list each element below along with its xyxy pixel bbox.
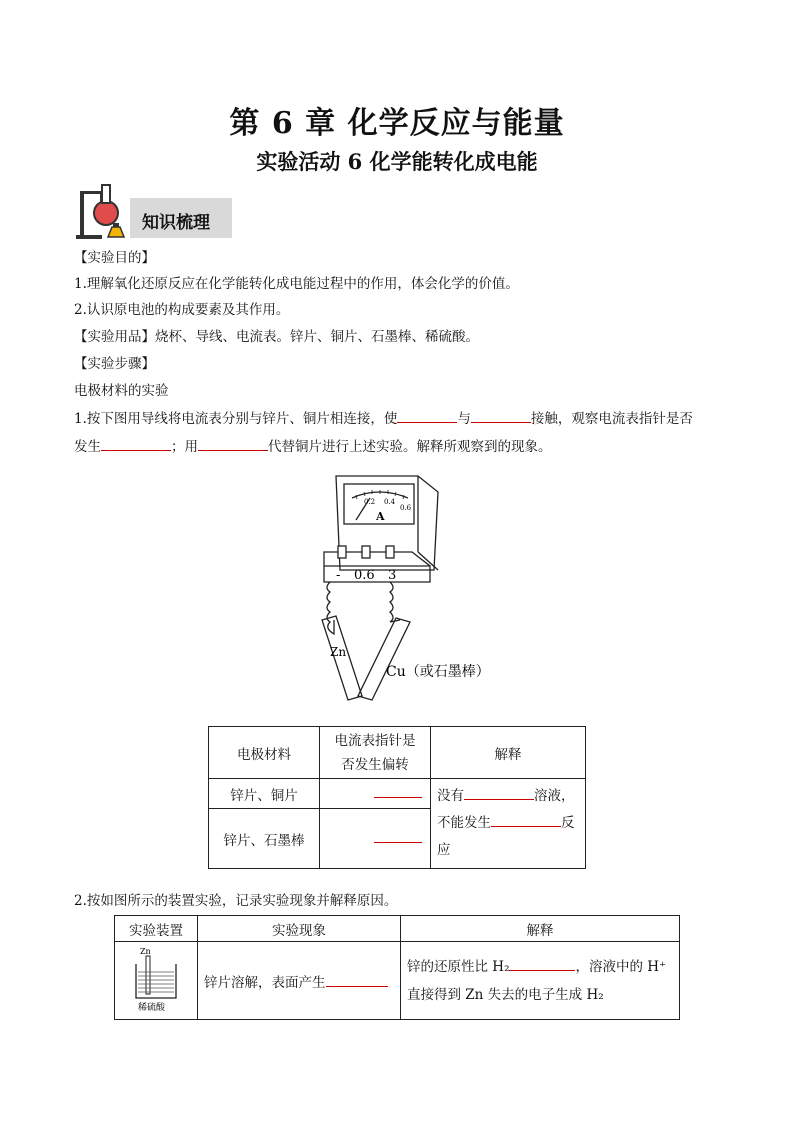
svg-text:Zn: Zn xyxy=(140,946,151,956)
cu-label: Cu（或石墨棒） xyxy=(386,664,490,680)
table-cell xyxy=(320,779,431,809)
ammeter-diagram xyxy=(300,470,520,710)
table-cell: 锌片溶解，表面产生 xyxy=(198,942,401,1020)
blank[interactable] xyxy=(491,825,561,827)
table-header: 解释 xyxy=(401,916,680,942)
purpose-2: 2.认识原电池的构成要素及其作用。 xyxy=(74,302,290,318)
table-cell: 锌片、铜片 xyxy=(209,779,320,809)
electrode-heading: 电极材料的实验 xyxy=(74,383,169,399)
blank[interactable] xyxy=(509,969,575,971)
blank[interactable] xyxy=(101,449,171,451)
beaker-diagram xyxy=(126,944,186,1014)
scale-label: 0.2 xyxy=(364,498,376,506)
table-cell xyxy=(320,809,431,869)
zinc-acid-table xyxy=(114,915,680,1020)
scale-label: 0.6 xyxy=(400,504,412,512)
blank[interactable] xyxy=(374,796,422,798)
table-header: 电极材料 xyxy=(209,727,320,779)
terminal-label: 3 xyxy=(388,568,397,583)
section-label-box xyxy=(130,198,232,238)
section-label: 知识梳理 xyxy=(142,213,210,233)
table-cell-explanation: 没有 溶液， 不能发生 反 应 xyxy=(431,779,586,869)
table-cell-device xyxy=(115,942,198,1020)
blank[interactable] xyxy=(471,421,531,423)
table-cell-explanation: 锌的还原性比 H₂ ，溶液中的 H⁺ 直接得到 Zn 失去的电子生成 H₂ xyxy=(401,942,680,1020)
materials: 【实验用品】烧杯、导线、电流表。锌片、铜片、石墨棒、稀硫酸。 xyxy=(74,329,479,345)
lab-apparatus-icon xyxy=(74,183,134,241)
blank[interactable] xyxy=(374,841,422,843)
steps-heading: 【实验步骤】 xyxy=(74,356,155,372)
table-header: 实验现象 xyxy=(198,916,401,942)
electrode-table xyxy=(208,726,586,869)
purpose-heading: 【实验目的】 xyxy=(74,250,155,266)
page-subtitle: 实验活动 6 化学能转化成电能 xyxy=(256,149,538,174)
step1-line2: 发生 ；用 代替铜片进行上述实验。解释所观察到的现象。 xyxy=(74,439,552,455)
table-header: 电流表指针是 否发生偏转 xyxy=(320,727,431,779)
step2: 2.按如图所示的装置实验，记录实验现象并解释原因。 xyxy=(74,893,398,909)
blank[interactable] xyxy=(464,798,534,800)
zn-label: Zn xyxy=(330,645,347,659)
blank[interactable] xyxy=(198,449,268,451)
page-title: 第 6 章 化学反应与能量 xyxy=(229,106,565,141)
step1-line1: 1.按下图用导线将电流表分别与锌片、铜片相连接，使 与 接触，观察电流表指针是否 xyxy=(74,411,693,427)
table-header: 实验装置 xyxy=(115,916,198,942)
meter-unit: A xyxy=(376,510,385,523)
purpose-1: 1.理解氧化还原反应在化学能转化成电能过程中的作用，体会化学的价值。 xyxy=(74,276,519,292)
terminal-label: 0.6 xyxy=(354,568,375,583)
table-header: 解释 xyxy=(431,727,586,779)
scale-label: 0.4 xyxy=(384,498,396,506)
svg-text:稀硫酸: 稀硫酸 xyxy=(138,1002,166,1013)
terminal-label: - xyxy=(336,568,341,583)
blank[interactable] xyxy=(397,421,457,423)
table-cell: 锌片、石墨棒 xyxy=(209,809,320,869)
blank[interactable] xyxy=(326,985,388,987)
